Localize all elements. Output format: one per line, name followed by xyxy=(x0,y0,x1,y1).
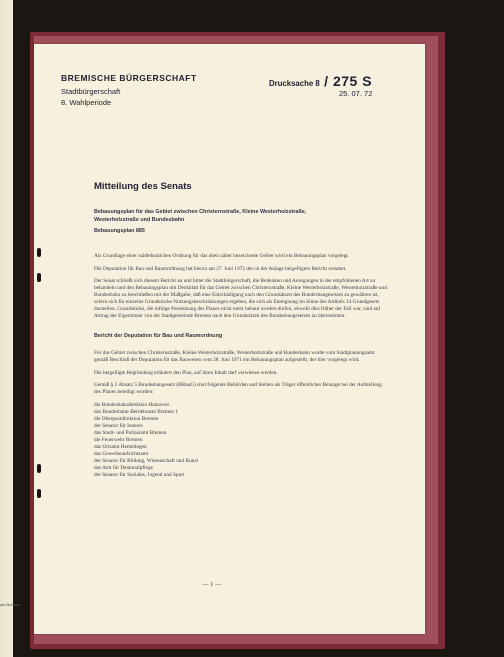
list-item: der Senator für Bildung, Wissenschaft und Kunst xyxy=(94,457,198,464)
previous-page xyxy=(0,0,21,657)
list-item: das Stadt- und Polizeiamt Bremen xyxy=(94,429,167,436)
document-body xyxy=(94,253,389,479)
previous-page-edge-text: ats Bremen xyxy=(0,602,21,607)
list-item: der Senator für Inneres xyxy=(94,422,143,429)
list-item: der Senator für Soziales, Jugend und Sport xyxy=(94,471,185,478)
paragraph: Die Deputation für Bau und Raumordnung hat hierzu am 27. Juni 1972 den in der Anlage beigefügten Bericht erstattet. xyxy=(94,265,347,272)
punch-hole xyxy=(37,248,41,257)
document-subject xyxy=(94,209,306,236)
org-subtitle xyxy=(61,86,120,108)
drucksache-label: Drucksache 8 xyxy=(269,79,320,88)
list-item: die Oberpostdirektion Bremen xyxy=(94,415,159,422)
paragraph: Für das Gebiet zwischen Christernstraße, Kleine Westerholzstraße, Westerholzstraße und Bundesbahn wurde vom Stadtplanungsamt gemäß Beschluß der Deputation für das Bauwesen vom 28. Juni 1971 ein Bebauungsplan aufgestellt, der hier vorgelegt wird. xyxy=(94,350,375,363)
subject-line: Bebauungsplan für das Gebiet zwischen Christernstraße, Kleine Westerholzstraße, xyxy=(94,209,307,215)
agency-list xyxy=(94,402,389,479)
document-page xyxy=(34,44,425,634)
punch-hole xyxy=(37,273,41,282)
list-item: das Gewerbeaufsichtsamt xyxy=(94,450,149,457)
list-item: die Feuerwehr Bremen xyxy=(94,436,143,443)
paragraph: Als Grundlage einer städtebaulichen Ordnung für das oben näher bezeichnete Gebiet wird ein Bebauungsplan vorgelegt. xyxy=(94,253,350,259)
list-item: das Bundesbahn-Betriebsamt Bremen 1 xyxy=(94,408,178,415)
list-item: das Ortsamt Hemelingen xyxy=(94,443,147,450)
punch-hole xyxy=(37,464,41,473)
plan-number: Bebauungsplan 885 xyxy=(94,228,145,235)
document-title: Mitteilung des Senats xyxy=(94,181,192,192)
paragraph: Gemäß § 2 Absatz 5 Bundesbaugesetz (BBauG) sind folgende Behörden und Stellen als Träger öffentlicher Belange bei der Aufstellung des Planes beteiligt worden: xyxy=(94,382,382,395)
election-period: 8. Wahlperiode xyxy=(61,98,112,107)
org-name: BREMISCHE BÜRGERSCHAFT xyxy=(61,73,197,83)
paragraph: Die beigefügte Begründung erläutert den Plan, auf ihren Inhalt darf verwiesen werden. xyxy=(94,369,278,376)
page-number: — 1 — xyxy=(202,581,222,588)
list-item: das Amt für Denkmalpflege xyxy=(94,464,153,471)
document-date: 25. 07. 72 xyxy=(339,89,373,98)
drucksache-number: / 275 S xyxy=(324,73,373,89)
paragraph: Der Senat schließt sich diesem Bericht an und bittet die Stadtbürgerschaft, die Bedenken und Anregungen in der empfohlenen Art zu behandeln und den Bebauungsplan mit Deckblatt für das Gebiet zwischen Christernstraße, Kleine Westerholzstraße, Westerholzstraße und Bundesbahn zu beschließen mit der Maßgabe, daß eine Entschädigung nach den Grundsätzen des Bundesbaugesetzes zu gewähren ist, sofern sich für einzelne Grundstücke Nutzungsbeschränkungen ergeben, die sich als Enteignung im Sinne des Artikels 14 Grundgesetz darstellen. Grundstücke, die infolge Festsetzung des Planes nicht mehr bebaut werden dürfen, obwohl dies früher der Fall war, sind auf Antrag der Eigentümer von der Stadtgemeinde Bremen nach den Grundsätzen des Bundesbaugesetzes zu übernehmen. xyxy=(94,278,387,319)
chamber-name: Stadtbürgerschaft xyxy=(61,87,121,96)
punch-hole xyxy=(37,489,41,498)
list-item: die Bundesbahndirektion Hannover xyxy=(94,401,170,408)
subject-line: Westerholzstraße und Bundesbahn xyxy=(94,216,185,223)
section-heading: Bericht der Deputation für Bau und Raumordnung xyxy=(94,333,223,339)
